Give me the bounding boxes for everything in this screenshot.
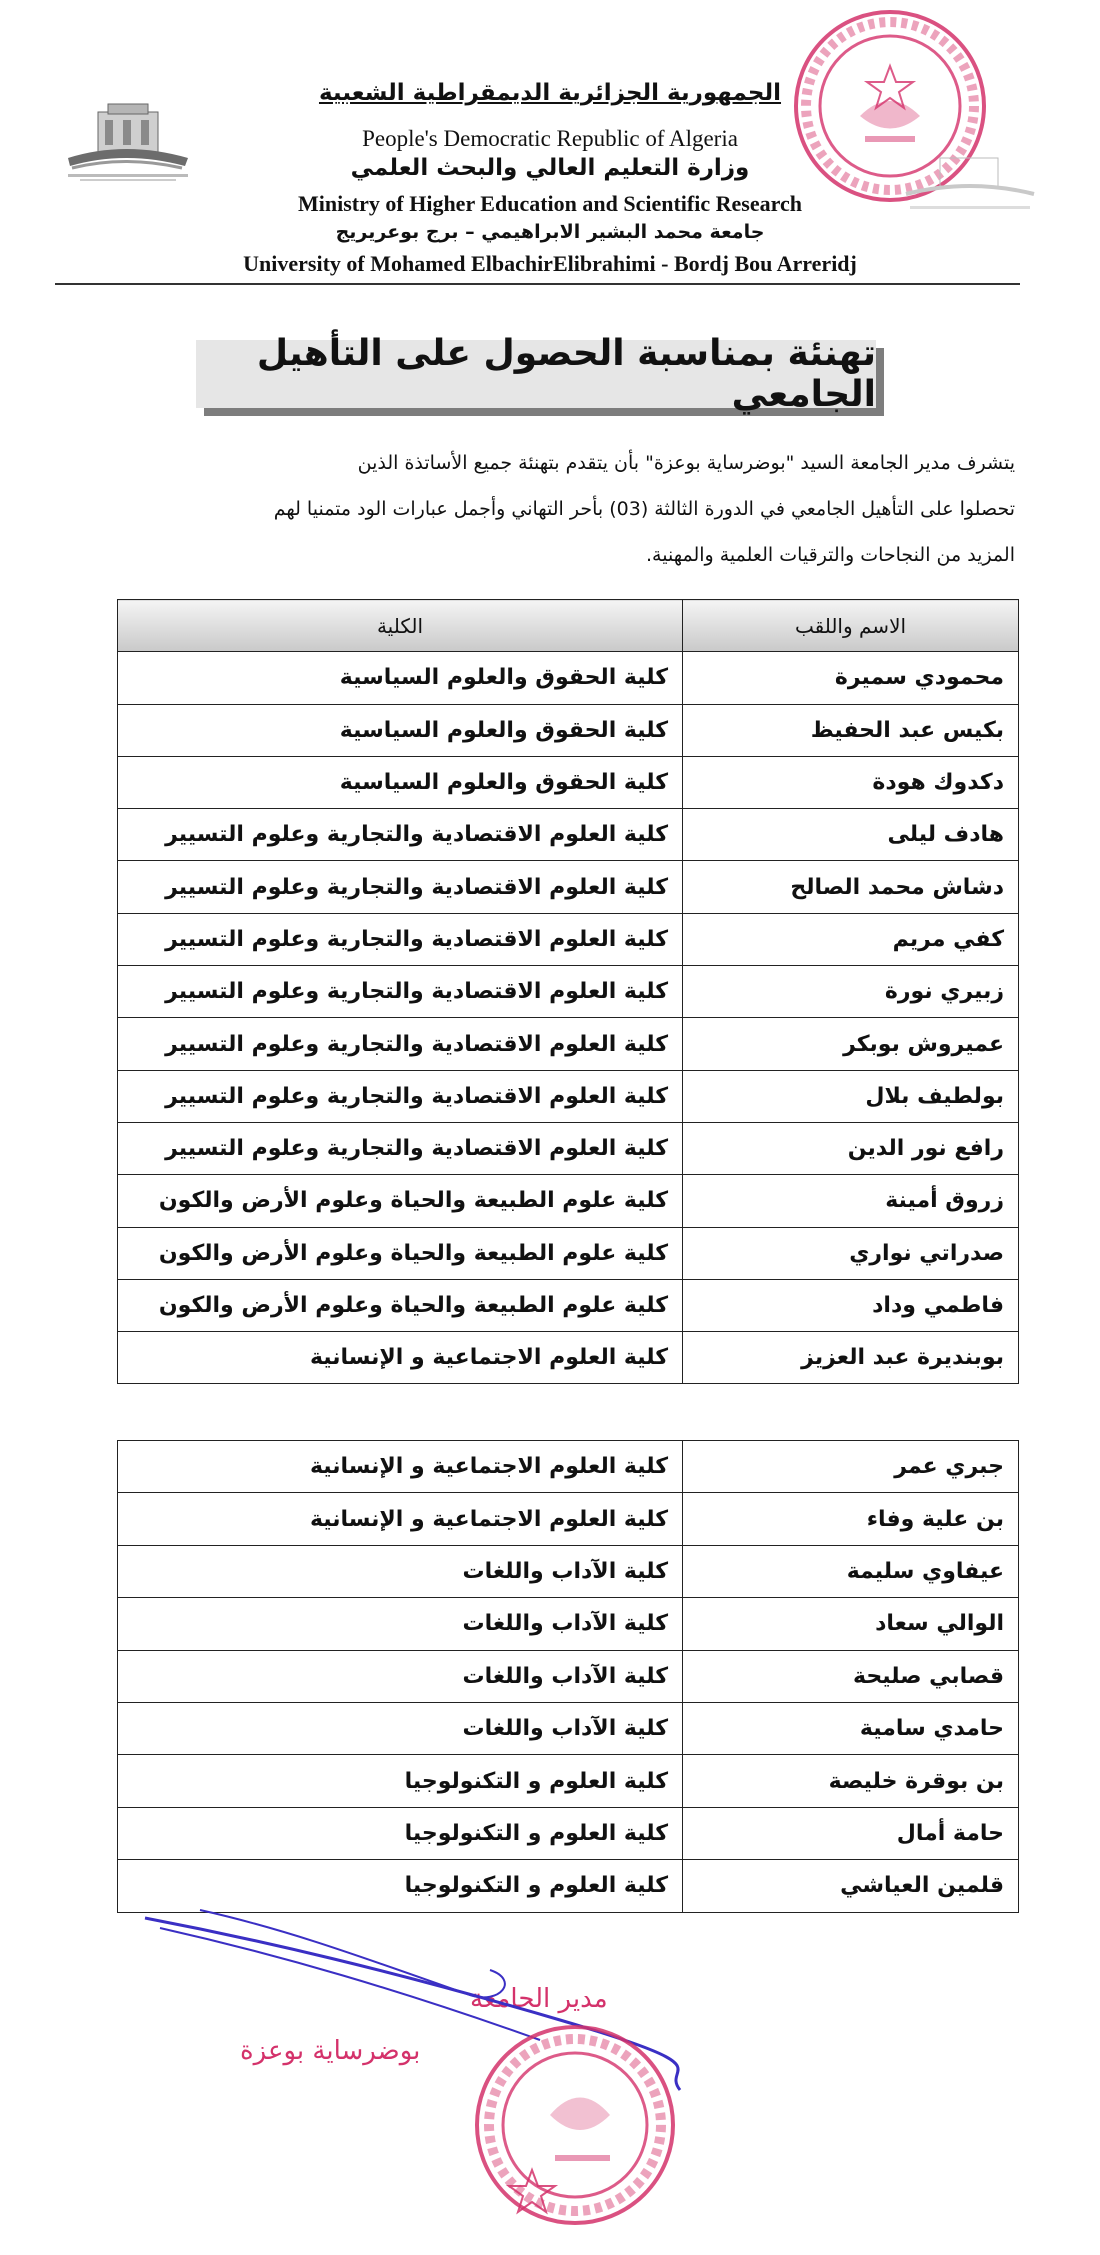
faculty-cell: كلية العلوم الاجتماعية و الإنسانية (118, 1493, 683, 1545)
faculty-cell: كلية الحقوق والعلوم السياسية (118, 756, 683, 808)
intro-line: المزيد من النجاحات والترقيات العلمية والمهنية. (646, 544, 1015, 566)
table-row (118, 1493, 1019, 1545)
name-cell: زبيري نورة (683, 966, 1019, 1018)
column-header-name: الاسم واللقب (683, 600, 1019, 652)
faculty-cell: كلية علوم الطبيعة والحياة وعلوم الأرض والكون (118, 1175, 683, 1227)
name-cell: رافع نور الدين (683, 1122, 1019, 1174)
faculty-cell: كلية الحقوق والعلوم السياسية (118, 704, 683, 756)
name-cell: دشاش محمد الصالح (683, 861, 1019, 913)
faculty-cell: كلية الآداب واللغات (118, 1650, 683, 1702)
faculty-cell: كلية الآداب واللغات (118, 1598, 683, 1650)
name-cell: بولطيف بلال (683, 1070, 1019, 1122)
faculty-cell: كلية الآداب واللغات (118, 1545, 683, 1597)
faculty-cell: كلية العلوم و التكنولوجيا (118, 1755, 683, 1807)
table-row (118, 1702, 1019, 1754)
name-cell: فاطمي وداد (683, 1279, 1019, 1331)
faculty-cell: كلية العلوم الاجتماعية و الإنسانية (118, 1441, 683, 1493)
header-ar-ministry: وزارة التعليم العالي والبحث العلمي (350, 155, 750, 181)
name-cell: دكدوك هودة (683, 756, 1019, 808)
university-logo (60, 100, 195, 185)
table-row (118, 1650, 1019, 1702)
name-cell: بوبنديرة عبد العزيز (683, 1332, 1019, 1384)
name-cell: عيفاوي سليمة (683, 1545, 1019, 1597)
name-cell: كفي مريم (683, 913, 1019, 965)
faculty-cell: كلية العلوم الاقتصادية والتجارية وعلوم التسيير (118, 913, 683, 965)
table-row (118, 1332, 1019, 1384)
laureates-table-1 (117, 599, 1019, 1384)
faculty-cell: كلية الحقوق والعلوم السياسية (118, 652, 683, 704)
table-row (118, 652, 1019, 704)
signature-title: مدير الجامعة (470, 1984, 608, 2014)
name-cell: بكيس عبد الحفيظ (683, 704, 1019, 756)
table-row (118, 704, 1019, 756)
table-row (118, 1807, 1019, 1859)
intro-line: تحصلوا على التأهيل الجامعي في الدورة الثالثة (03) بأحر التهاني وأجمل عبارات الود متمنيا لهم (273, 498, 1015, 520)
faculty-cell: كلية العلوم الاقتصادية والتجارية وعلوم التسيير (118, 809, 683, 861)
table-row (118, 1755, 1019, 1807)
name-cell: قلمين العياشي (683, 1860, 1019, 1912)
faculty-cell: كلية الآداب واللغات (118, 1702, 683, 1754)
name-cell: الوالي سعاد (683, 1598, 1019, 1650)
table-row (118, 913, 1019, 965)
name-cell: بن بوقرة خليصة (683, 1755, 1019, 1807)
header-ar-republic: الجمهورية الجزائرية الديمقراطية الشعبية (318, 80, 782, 106)
intro-line: يتشرف مدير الجامعة السيد "بوضرساية بوعزة" بأن يتقدم بتهنئة جميع الأساتذة الذين (357, 452, 1015, 474)
name-cell: عميروش بوبكر (683, 1018, 1019, 1070)
table-row (118, 1598, 1019, 1650)
title-box (196, 333, 876, 415)
faculty-cell: كلية العلوم الاقتصادية والتجارية وعلوم التسيير (118, 1122, 683, 1174)
table-row (118, 966, 1019, 1018)
header-en-university: University of Mohamed ElbachirElibrahimi - Bordj Bou Arreridj (243, 251, 857, 276)
name-cell: جبري عمر (683, 1441, 1019, 1493)
table-row (118, 1122, 1019, 1174)
name-cell: بن علية وفاء (683, 1493, 1019, 1545)
header-en-republic: People's Democratic Republic of Algeria (362, 126, 738, 151)
table-row (118, 1279, 1019, 1331)
table-row (118, 756, 1019, 808)
name-cell: صدراتي نواري (683, 1227, 1019, 1279)
table-row (118, 1227, 1019, 1279)
column-header-faculty: الكلية (118, 600, 683, 652)
faculty-cell: كلية العلوم الاقتصادية والتجارية وعلوم التسيير (118, 1070, 683, 1122)
faculty-cell: كلية علوم الطبيعة والحياة وعلوم الأرض والكون (118, 1227, 683, 1279)
name-cell: محمودي سميرة (683, 652, 1019, 704)
page-title: تهنئة بمناسبة الحصول على التأهيل الجامعي (256, 333, 876, 415)
signature-name: بوضرساية بوعزة (240, 2036, 421, 2066)
faculty-cell: كلية العلوم و التكنولوجيا (118, 1807, 683, 1859)
header-ar-university: جامعة محمد البشير الابراهيمي – برج بوعريريج (335, 221, 765, 243)
table-row (118, 861, 1019, 913)
faculty-cell: كلية العلوم الاقتصادية والتجارية وعلوم التسيير (118, 1018, 683, 1070)
name-cell: حامة أمال (683, 1807, 1019, 1859)
table-row (118, 1175, 1019, 1227)
faculty-cell: كلية علوم الطبيعة والحياة وعلوم الأرض والكون (118, 1279, 683, 1331)
table-row (118, 1441, 1019, 1493)
header-divider (55, 283, 1020, 285)
table-row (118, 1545, 1019, 1597)
table-row (118, 809, 1019, 861)
intro-paragraph (120, 440, 1015, 578)
table-row (118, 1018, 1019, 1070)
official-stamp-bottom-icon (470, 2020, 680, 2230)
university-logo-faint (900, 150, 1040, 220)
table-header-row (118, 600, 1019, 652)
faculty-cell: كلية العلوم الاقتصادية والتجارية وعلوم التسيير (118, 966, 683, 1018)
name-cell: زروق أمينة (683, 1175, 1019, 1227)
table-row (118, 1070, 1019, 1122)
name-cell: قصابي صليحة (683, 1650, 1019, 1702)
header-en-ministry: Ministry of Higher Education and Scientific Research (298, 191, 802, 216)
faculty-cell: كلية العلوم الاقتصادية والتجارية وعلوم التسيير (118, 861, 683, 913)
faculty-cell: كلية العلوم و التكنولوجيا (118, 1860, 683, 1912)
name-cell: حامدي سامية (683, 1702, 1019, 1754)
name-cell: هادف ليلى (683, 809, 1019, 861)
faculty-cell: كلية العلوم الاجتماعية و الإنسانية (118, 1332, 683, 1384)
laureates-table-2 (117, 1440, 1019, 1913)
